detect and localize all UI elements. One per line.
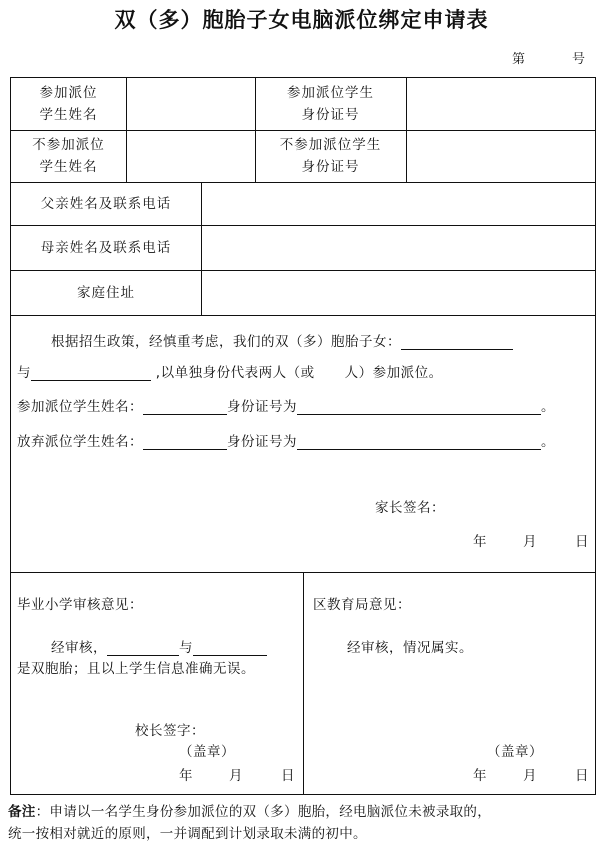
page-title: 双（多）胞胎子女电脑派位绑定申请表 bbox=[114, 7, 489, 32]
school-twin-blank-2[interactable] bbox=[193, 641, 267, 656]
statement-line4: 放弃派位学生姓名： 身份证号为 。 bbox=[17, 434, 555, 450]
col-divider bbox=[303, 572, 304, 794]
school-year: 年 bbox=[179, 768, 193, 784]
abandon-id-blank[interactable] bbox=[297, 435, 541, 450]
school-opinion-text2: 是双胞胎；且以上学生信息准确无误。 bbox=[17, 661, 255, 677]
nonparticipant-name-label: 不参加派位 学生姓名 bbox=[32, 137, 105, 175]
nonparticipant-id-label: 不参加派位学生 身份证号 bbox=[279, 137, 382, 175]
application-form bbox=[10, 77, 596, 795]
parent-signature-label: 家长签名： bbox=[375, 500, 445, 516]
participant-name-blank[interactable] bbox=[143, 400, 227, 415]
school-month: 月 bbox=[229, 768, 243, 784]
number-suffix: 号 bbox=[572, 52, 586, 67]
remark-label: 备注 bbox=[8, 804, 36, 820]
mother-label: 母亲姓名及联系电话 bbox=[40, 240, 172, 256]
bureau-month: 月 bbox=[523, 768, 537, 784]
bureau-opinion-text: 经审核，情况属实。 bbox=[347, 640, 473, 656]
statement-line2: 与 ,以单独身份代表两人（或 人）参加派位。 bbox=[17, 365, 443, 381]
remark-line1: 备注：申请以一名学生身份参加派位的双（多）胞胎，经电脑派位未被录取的， bbox=[8, 804, 492, 820]
statement-month: 月 bbox=[523, 534, 537, 550]
number-label: 第 bbox=[512, 52, 526, 67]
remark-line2: 统一按相对就近的原则，一并调配到计划录取未满的初中。 bbox=[8, 826, 367, 842]
bureau-day: 日 bbox=[575, 768, 589, 784]
school-seal: （盖章） bbox=[179, 744, 235, 760]
mother-field[interactable] bbox=[202, 226, 595, 270]
participant-id-label: 参加派位学生 身份证号 bbox=[287, 85, 374, 123]
participant-id-blank[interactable] bbox=[297, 400, 541, 415]
address-label: 家庭住址 bbox=[77, 285, 135, 301]
statement-year: 年 bbox=[473, 534, 487, 550]
bureau-seal: （盖章） bbox=[487, 744, 543, 760]
participant-name-label: 参加派位 学生姓名 bbox=[39, 85, 98, 123]
school-opinion-heading: 毕业小学审核意见： bbox=[17, 597, 143, 613]
address-field[interactable] bbox=[202, 271, 595, 315]
father-field[interactable] bbox=[202, 183, 595, 225]
participant-name-field[interactable] bbox=[127, 78, 255, 130]
bureau-opinion-heading: 区教育局意见： bbox=[313, 597, 411, 613]
statement-day: 日 bbox=[575, 534, 589, 550]
statement-line1: 根据招生政策，经慎重考虑，我们的双（多）胞胎子女： bbox=[51, 330, 513, 350]
father-label: 父亲姓名及联系电话 bbox=[40, 196, 172, 212]
principal-signature-label: 校长签字： bbox=[135, 723, 205, 739]
nonparticipant-name-field[interactable] bbox=[127, 131, 255, 182]
nonparticipant-id-field[interactable] bbox=[407, 131, 595, 182]
twin-name-blank[interactable] bbox=[401, 335, 513, 350]
school-day: 日 bbox=[281, 768, 295, 784]
twin-name-blank-2[interactable] bbox=[31, 366, 151, 381]
school-twin-blank-1[interactable] bbox=[107, 641, 179, 656]
school-opinion-text1: 经审核， 与 bbox=[51, 636, 267, 656]
statement-line3: 参加派位学生姓名： 身份证号为 。 bbox=[17, 399, 555, 415]
bureau-year: 年 bbox=[473, 768, 487, 784]
participant-id-field[interactable] bbox=[407, 78, 595, 130]
abandon-name-blank[interactable] bbox=[143, 435, 227, 450]
row-divider bbox=[11, 315, 595, 316]
